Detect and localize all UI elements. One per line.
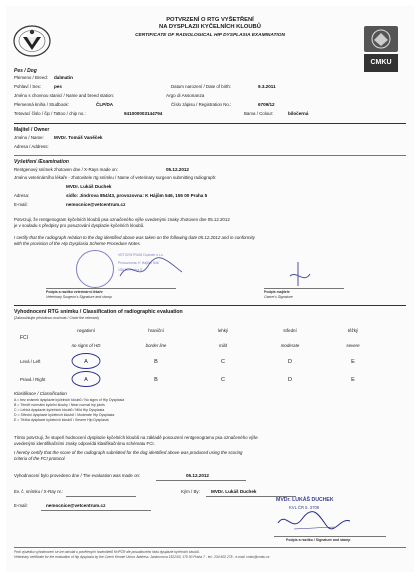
- exam-date-value: 05.12.2012: [166, 166, 189, 172]
- class-line-e: E = Těžká dysplazie kyčelních kloubů / Severe Hip Dysplasia: [14, 418, 109, 422]
- exam-vet-name: MVDr. Lukáš Duchek: [66, 183, 112, 189]
- exam-cz-text-2: je v souladu s předpisy pro posuzování dysplazie kyčelních kloubů.: [14, 223, 145, 228]
- breed-label: Plemeno / Breed:: [14, 75, 48, 80]
- certificate-page: [6, 6, 414, 572]
- sex-value: pes: [54, 83, 62, 89]
- divider: [14, 305, 406, 306]
- owner-name-label: Jméno / Name:: [14, 135, 44, 140]
- left-grade-a: A: [84, 359, 88, 365]
- reg-label: Číslo zápisu / Registration No.:: [171, 102, 232, 107]
- owner-signature-label-cz: Podpis majitele: [264, 290, 290, 294]
- col-c-en: mild: [218, 343, 228, 348]
- left-grade-d: D: [288, 359, 292, 365]
- divider: [14, 547, 406, 548]
- col-a-en: no signs of HD: [71, 343, 101, 348]
- cmku-logo-text: CMKU: [364, 54, 398, 72]
- owner-signature-line: [264, 288, 344, 289]
- breed-value: dalmatin: [54, 74, 73, 80]
- divider: [14, 123, 406, 124]
- right-grade-a: A: [84, 377, 88, 383]
- evaluator-signature-line: [274, 536, 386, 537]
- exam-address-label: Adresa:: [14, 193, 30, 198]
- xray-nr-label: Ev. č. snímku / X-Ray nr.:: [14, 489, 64, 494]
- vet-signature-label-cz: Podpis a razítko veterinární lékaře: [46, 290, 103, 294]
- evaluator-signature-label: Podpis a razítko / Signature and stamp: [286, 538, 351, 542]
- title-cz-2: NA DYSPLAZII KYČELNÍCH KLOUBŮ: [159, 24, 261, 30]
- underline: [41, 510, 151, 511]
- exam-en-text-2: with the provision of the Hip Dysplasia Scheme Procedure Notes.: [14, 241, 141, 246]
- left-label: Levá / Left: [20, 359, 41, 364]
- title-en: CERTIFICATE OF RADIOLOGICAL HIP DYSPLASIA EXAMINATION: [135, 33, 285, 38]
- fci-label: FCI: [20, 335, 29, 341]
- underline: [156, 480, 246, 481]
- classification-title: Klasifikace / Classification: [14, 391, 67, 396]
- cmku-logo-icon: [364, 26, 398, 52]
- exam-address-value: sídlo: Jindrova 854/43, provozovna: K Hájům 546, 155 00 Praha 5: [66, 192, 208, 198]
- right-grade-e: E: [351, 377, 355, 383]
- footer-line-2: Veterinary certificate for the evaluation of hip dysplasia by the Czech Kennel Union. Address: Jankovcova 1522/53, 170 00 Praha 7 - tel.: 234 602 278 - e-mail: cmku@cmku.cz: [14, 555, 270, 559]
- left-grade-c: C: [221, 359, 225, 365]
- class-line-b: B = Téměř normální kyčelní klouby / Near normal hip joints: [14, 403, 105, 407]
- exam-email-value: nemocnice@vetcentrum.cz: [66, 201, 126, 207]
- vet-stamp-text-3: 155 00 Praha 5: [118, 268, 142, 272]
- col-c-cz: lehký: [217, 328, 229, 333]
- evaluator-by-label: Kým / By:: [181, 489, 200, 494]
- colour-label: Barva / Colour:: [244, 111, 274, 116]
- divider: [14, 155, 406, 156]
- col-b-cz: hraniční: [148, 328, 164, 333]
- owner-signature-label-en: Owner's Signature: [264, 295, 293, 299]
- chip-label: Tetovací číslo / čip / Tattoo / chip no.:: [14, 111, 86, 116]
- vet-signature-line: [46, 288, 176, 289]
- vet-stamp-text-2: Provozovna: K Hájům 546: [118, 261, 159, 265]
- studbook-value: ČLP/DA: [96, 101, 114, 107]
- eval-cz-text-1: Tímto potvrzuji, že stupeň hodnocení dysplazie kyčelních kloubů na základě posouzení rentgenogramu psa označeného výše: [14, 435, 258, 440]
- owner-signature-icon: [284, 260, 314, 290]
- right-result-circle-icon: [70, 370, 102, 388]
- dog-name-value: Argo di Assonanza: [166, 92, 205, 98]
- right-grade-c: C: [221, 377, 225, 383]
- class-line-a: A = bez známek dysplazie kyčelních kloubů / No signs of Hip Dysplasia: [14, 398, 125, 402]
- exam-email-label: E-mail:: [14, 202, 28, 207]
- vet-round-stamp: [76, 250, 114, 288]
- right-grade-d: D: [288, 377, 292, 383]
- left-grade-b: B: [154, 359, 158, 365]
- vet-stamp-text-1: VETCENTRUM Duchek s.r.o.: [118, 253, 164, 257]
- right-grade-b: B: [154, 377, 158, 383]
- chip-value: 941000003144794: [124, 110, 163, 116]
- eval-email-label: E-mail:: [14, 503, 28, 508]
- col-d-cz: střední: [283, 328, 297, 333]
- reg-value: 6709/12: [258, 101, 275, 107]
- exam-section-title: Vyšetření /Examination: [14, 159, 69, 165]
- left-grade-e: E: [351, 359, 355, 365]
- eval-date-label: Vyhodnocení bylo provedeno dne / The evaluation was made on:: [14, 473, 141, 478]
- eval-en-text-1: I hereby certify that the score of the radiograph submitted for the dog identified above was produced using the scoring: [14, 450, 243, 455]
- exam-en-text-1: I certify that the radiograph relation to the dog identified above was taken on the following date 05.12.2012 and in conformity: [14, 235, 255, 240]
- title-cz-1: POTVRZENÍ O RTG VYŠETŘENÍ: [166, 17, 254, 23]
- eval-section-title: Vyhodnocení RTG snímku / Classification of radiographic evaluation: [14, 309, 183, 315]
- col-a-cz: negativní: [77, 328, 95, 333]
- col-b-en: border line: [145, 343, 167, 348]
- owner-section-title: Majitel / Owner: [14, 127, 50, 133]
- eval-en-text-2: criteria of the FCI protocol.: [14, 456, 66, 461]
- footer-line-1: Proti výsledku vyhodnocení se lze odvolat u pověřených hodnotitelů KHPČR dle posudkového řádu dysplazie kyčelních kloubů.: [14, 550, 200, 554]
- dob-value: 9.3.2011: [258, 83, 276, 89]
- right-label: Pravá / Right: [20, 377, 46, 382]
- dog-section-title: Pes / Dog: [14, 68, 37, 74]
- owner-address-label: Adresa / Address:: [14, 144, 49, 149]
- eval-subtitle: (Zakroužkujte příslušnou možnost / Circle the relevant): [14, 316, 99, 320]
- sex-label: Pohlaví / Sex:: [14, 84, 42, 89]
- underline: [66, 496, 136, 497]
- evaluator-signature-icon: [274, 509, 354, 535]
- eval-cz-text-2: uvedenými identifikačními znaky odpovídá klasifikačnímu schématu FCI.: [14, 441, 155, 446]
- class-line-d: D = Střední dysplazie kyčelních kloubů / Moderate Hip Dysplasia: [14, 413, 115, 417]
- dob-label: Datum narození / Date of birth:: [171, 84, 232, 89]
- exam-date-label: Rentgenový snímek zhotoven dne / X-Rays made on:: [14, 167, 118, 172]
- owner-name-value: MVDr. Tomáš Vaněček: [54, 134, 103, 140]
- left-result-circle-icon: [70, 352, 102, 370]
- exam-vet-label: Jméno veterinárního lékaře - zhotovitele rtg snímku / Name of veterinary surgeon submitting radiograph:: [14, 175, 217, 180]
- evaluator-stamp-id: KVL ČR 5. 3708: [289, 505, 320, 510]
- evaluator-by-value: MVDr. Lukáš Duchek: [211, 488, 257, 494]
- col-e-en: severe: [346, 343, 360, 348]
- eval-email-value: nemocnice@vetcentrum.cz: [46, 502, 106, 508]
- exam-cz-text-1: Potvrzuji, že rentgenogram kyčelních kloubů psa označeného výše uvedenými znaky zhotoven dne 05.12.2012: [14, 217, 230, 222]
- col-d-en: moderate: [280, 343, 300, 348]
- colour-value: bíločerná: [288, 110, 309, 116]
- col-e-cz: těžký: [347, 328, 359, 333]
- class-line-c: C = Lehká dysplazie kyčelních kloubů / Mild Hip Dysplasia: [14, 408, 105, 412]
- eval-date-value: 05.12.2012: [186, 472, 209, 478]
- vet-signature-icon: [116, 254, 186, 284]
- vet-signature-label-en: Veterinary Surgeon's Signature and stamp: [46, 295, 112, 299]
- dog-name-label: Jméno s chovnou stanicí / Name and breed station:: [14, 93, 115, 98]
- evaluator-stamp-name: MVDr. LUKÁŠ DUCHEK: [276, 497, 334, 503]
- studbook-label: Plemenná kniha / Studbook:: [14, 102, 69, 107]
